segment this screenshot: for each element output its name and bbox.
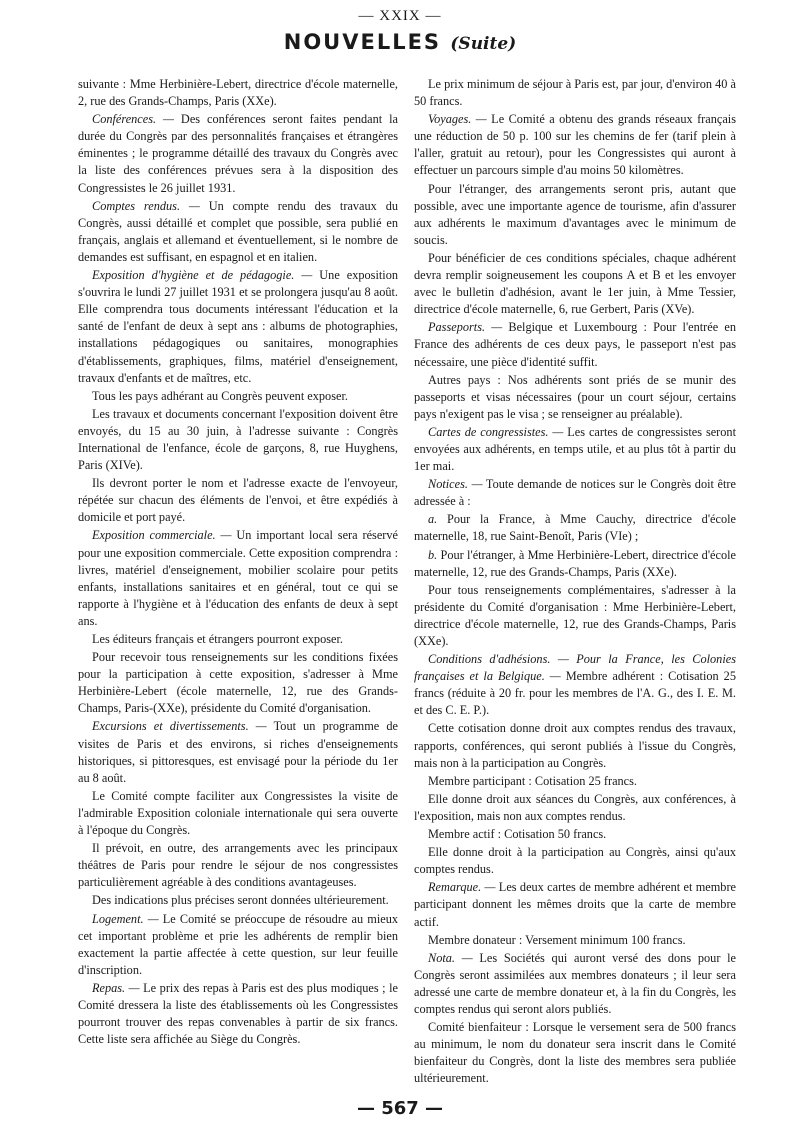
paragraph-text: Membre donateur : Versement minimum 100 francs.	[428, 932, 686, 947]
paragraph-text: Le prix minimum de séjour à Paris est, par jour, d'environ 40 à 50 francs.	[414, 77, 736, 109]
paragraph	[414, 950, 736, 1018]
paragraph-text: Les travaux et documents concernant l'exposition doivent être envoyés, du 15 au 30 juin, à l'adresse suivante : Congrès International de l'enfance, école de garçons, 8, rue Huyghens, Paris (XIVe).	[78, 406, 398, 473]
paragraph-text: Les deux cartes de membre adhérent et membre participant donnent les mêmes droits que la carte de membre actif.	[414, 880, 737, 929]
paragraph	[78, 911, 398, 979]
paragraph-lead: Comptes rendus. —	[92, 198, 200, 213]
paragraph-lead: Notices. —	[428, 477, 483, 492]
paragraph-text: Comité bienfaiteur : Lorsque le versement sera de 500 francs au minimum, le nom du donateur sera inscrit dans le Comité bienfaiteur du Congrès, dont la liste des membres sera publiée ultérieurement.	[414, 1020, 736, 1086]
paragraph-lead: Excursions et divertissements. —	[92, 719, 267, 734]
paragraph	[78, 892, 398, 909]
paragraph-text: Les cartes de congressistes seront envoyées aux adhérents, en temps utile, et au plus tôt à partir du 1er mai.	[414, 424, 736, 474]
heading-subtitle: (Suite)	[450, 34, 517, 54]
paragraph	[78, 649, 398, 717]
paragraph-text: Pour l'étranger, des arrangements seront pris, autant que possible, avec une importante agence de tourisme, afin d'assurer aux adhérents le maximum d'avantages avec le minimum de soucis.	[414, 181, 736, 247]
paragraph	[414, 1019, 736, 1087]
paragraph-text: Un important local sera réservé pour une exposition commerciale. Cette exposition comprendra : livres, matériel d'enseignement, mobilier scolaire pour petits enfants, installations sanitaires et en général, tout ce qui se rapporte à l'hygiène et à l'éducation des enfants de deux à sept ans.	[78, 528, 399, 628]
paragraph-lead: a.	[428, 512, 438, 527]
paragraph-text: Membre participant : Cotisation 25 francs.	[428, 773, 637, 788]
left-column	[78, 76, 398, 1049]
section-heading	[0, 30, 800, 54]
paragraph-text: Les Sociétés qui auront versé des dons pour le Congrès seront assimilées aux membres donateurs ; il leur sera adressé une carte de membre donateur et, à la fin du Congrès, les comptes rendus qui seront alors publiés.	[414, 950, 737, 1016]
paragraph-text: Il prévoit, en outre, des arrangements avec les principaux théâtres de Paris pour rendre le séjour de nos congressistes particulièrement agréable à des conditions avantageuses.	[78, 841, 398, 890]
paragraph	[414, 111, 736, 179]
paragraph	[78, 111, 398, 196]
paragraph	[414, 424, 736, 475]
paragraph-text: Le Comité a obtenu des grands réseaux français une réduction de 50 p. 100 sur les chemins de fer (tarif plein à l'aller, gratuit au retour), pour les Congressistes qui auront à effectuer un parcours simple d'au moins 50 kilomètres.	[414, 112, 736, 178]
paragraph-lead: Cartes de congressistes. —	[428, 424, 564, 439]
paragraph-text: Les éditeurs français et étrangers pourront exposer.	[92, 632, 343, 646]
paragraph	[414, 651, 736, 719]
paragraph	[78, 980, 398, 1048]
paragraph-lead: Logement. —	[92, 911, 159, 926]
paragraph	[414, 250, 736, 318]
paragraph-text: Elle donne droit à la participation au Congrès, ainsi qu'aux comptes rendus.	[414, 845, 736, 877]
paragraph	[414, 932, 736, 949]
paragraph-text: Cette cotisation donne droit aux comptes rendus des travaux, rapports, conférences, qui seront publiés à l'issue du Congrès, mais non à la participation au Congrès.	[414, 721, 736, 770]
paragraph-text: Le Comité compte faciliter aux Congressistes la visite de l'admirable Exposition coloniale internationale qui sera ouverte à l'époque du Congrès.	[78, 788, 398, 838]
paragraph-lead: Nota. —	[428, 950, 473, 965]
paragraph	[78, 718, 398, 786]
heading-title: NOUVELLES	[283, 30, 442, 54]
paragraph-text: Tout un programme de visites de Paris et des environs, si riches d'enseignements historiques, si pittoresques, est envisagé pour la période du 1er au 8 août.	[78, 719, 398, 785]
paragraph	[414, 582, 736, 650]
paragraph-text: Une exposition s'ouvrira le lundi 27 juillet 1931 et se prolongera jusqu'au 8 août. Elle comprendra tous documents intéressant l'éducation et la santé de l'enfant de deux à sept ans : albums de photographies, installations pédagogiques ou sanitaires, monographies d'établissements, graphiques, films, matériel d'enseignement, travaux d'enfants et de maîtres, etc.	[78, 268, 399, 385]
paragraph-lead: Conférences. —	[92, 112, 174, 127]
paragraph-lead: Voyages. —	[428, 112, 487, 127]
paragraph-text: Le Comité se préoccupe de résoudre au mieux cet important problème et prie les adhérents de remplir bien exactement la partie affectée à cette question, sur leur feuille d'inscription.	[78, 911, 398, 977]
paragraph	[414, 773, 736, 790]
paragraph-text: Ils devront porter le nom et l'adresse exacte de l'envoyeur, répétée sur chacun des éléments de l'envoi, et être expédiés à domicile et port payé.	[78, 476, 398, 525]
paragraph-text: Des conférences seront faites pendant la durée du Congrès par des personnalités françaises et étrangères éminentes ; le programme détaillé des travaux du Congrès avec la liste des conférences prévues sera à la disposition des Congressistes le 26 juillet 1931.	[78, 112, 399, 195]
paragraph-text: Elle donne droit aux séances du Congrès, aux conférences, à l'exposition, mais non aux comptes rendus.	[414, 791, 736, 823]
paragraph	[78, 788, 398, 839]
paragraph	[414, 181, 736, 249]
paragraph-lead: Exposition d'hygiène et de pédagogie. —	[92, 268, 313, 283]
right-column	[414, 76, 736, 1088]
paragraph	[414, 476, 736, 510]
paragraph	[414, 372, 736, 423]
paragraph	[78, 840, 398, 891]
paragraph	[78, 631, 398, 648]
paragraph	[78, 198, 398, 266]
paragraph-text: Pour tous renseignements complémentaires, s'adresser à la présidente du Comité d'organisation : Mme Herbinière-Lebert, directrice d'école maternelle, 12, rue des Grands-Champs, Paris (XXe).	[414, 582, 736, 648]
paragraph-text: Autres pays : Nos adhérents sont priés de se munir des passeports et visas nécessaires (pour un court séjour, certains pays n'exigent pas le visa ; se renseigner au préalable).	[414, 372, 736, 421]
paragraph-text: Pour bénéficier de ces conditions spéciales, chaque adhérent devra remplir soigneusement les coupons A et B et les envoyer avec le bulletin d'adhésion, avant le 1er juin, à Mme Tessier, directrice d'école maternelle, 6, rue Gerbert, Paris (XVe).	[414, 250, 736, 317]
paragraph	[414, 720, 736, 771]
paragraph	[414, 826, 736, 843]
paragraph	[414, 547, 736, 581]
paragraph-lead: Exposition commerciale. —	[92, 528, 232, 543]
paragraph	[414, 879, 736, 930]
paragraph-text: Tous les pays adhérant au Congrès peuvent exposer.	[92, 388, 348, 403]
paragraph	[414, 76, 736, 110]
paragraph	[414, 319, 736, 370]
roman-folio: — XXIX —	[358, 8, 442, 24]
paragraph-lead: Repas. —	[92, 980, 140, 995]
paragraph-text: Des indications plus précises seront données ultérieurement.	[92, 893, 389, 908]
paragraph-text: Membre actif : Cotisation 50 francs.	[428, 827, 607, 842]
paragraph	[78, 267, 398, 387]
paragraph	[78, 406, 398, 474]
paragraph	[414, 511, 736, 545]
paragraph	[78, 388, 398, 405]
paragraph	[414, 791, 736, 825]
paragraph-lead: Remarque. —	[428, 880, 496, 895]
paragraph-text: Un compte rendu des travaux du Congrès, aussi détaillé et complet que possible, sera publié en français, anglais et allemand et éventuellement, si le nombre de demandes est suffisant, en espagnol et en italien.	[78, 198, 398, 264]
paragraph-lead: Passeports. —	[428, 320, 503, 335]
paragraph	[414, 844, 736, 878]
paragraph-text: Toute demande de notices sur le Congrès doit être adressée à :	[414, 477, 736, 509]
paragraph-text: suivante : Mme Herbinière-Lebert, directrice d'école maternelle, 2, rue des Grands-Champs, Paris (XXe).	[78, 77, 398, 109]
paragraph-text: Pour la France, à Mme Cauchy, directrice d'école maternelle, 18, rue Saint-Benoît, Paris (VIe) ;	[414, 512, 736, 544]
paragraph-text: Belgique et Luxembourg : Pour l'entrée en France des adhérents de ces deux pays, le passeport n'est pas nécessaire, une pièce d'identité suffit.	[414, 320, 736, 369]
page-number: — 567 —	[356, 1098, 444, 1119]
paragraph-text: Le prix des repas à Paris est des plus modiques ; le Comité dressera la liste des établissements où les Congressistes pourront trouver des repas convenables à partir de six francs. Cette liste sera affichée au Siège du Congrès.	[78, 980, 398, 1047]
paragraph-lead: Conditions d'adhésions. — Pour la France, les Colonies françaises et la Belgique. —	[414, 652, 736, 684]
paragraph	[78, 76, 398, 110]
paragraph-lead: b.	[428, 547, 438, 562]
paragraph	[78, 475, 398, 526]
paragraph-text: Pour l'étranger, à Mme Herbinière-Lebert, directrice d'école maternelle, 12, rue des Grands-Champs, Paris (XXe).	[414, 547, 736, 579]
paragraph-text: Pour recevoir tous renseignements sur les conditions fixées pour la participation à cette exposition, s'adresser à Mme Herbinière-Lebert (école maternelle, 12, rue des Grands-Champs, Paris-(XXe), présidente du Comité d'organisation.	[78, 650, 398, 716]
paragraph	[78, 527, 398, 630]
paragraph-text: Membre adhérent : Cotisation 25 francs (réduite à 20 fr. pour les membres de l'A. G., des I. E. M. et des C. E. P.).	[414, 669, 736, 718]
